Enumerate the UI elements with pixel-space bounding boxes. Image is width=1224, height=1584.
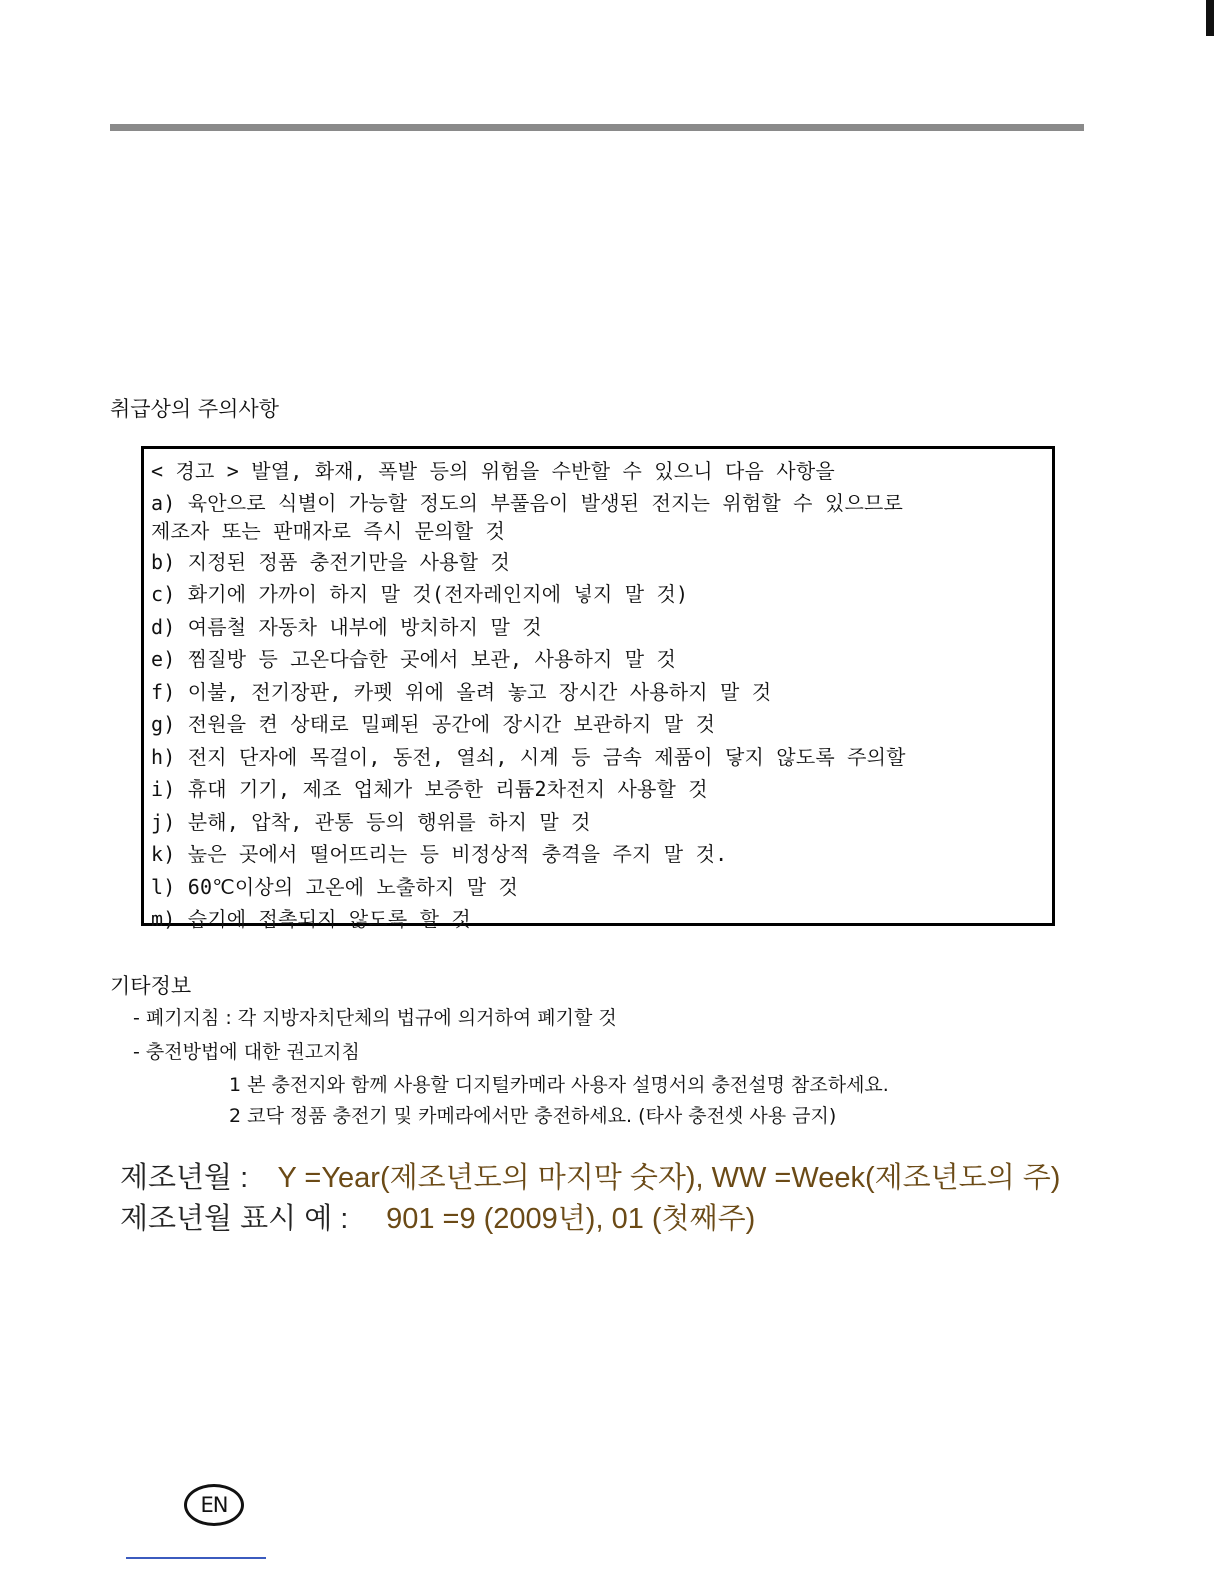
warning-item-l: l) 60℃이상의 고온에 노출하지 말 것 [151, 874, 519, 899]
warning-item-h: h) 전지 단자에 목걸이, 동전, 열쇠, 시계 등 금속 제품이 닿지 않도록 주의할 [151, 744, 906, 769]
warning-item-k: k) 높은 곳에서 떨어뜨리는 등 비정상적 충격을 주지 말 것. [151, 842, 728, 866]
page-edge-marker [1206, 0, 1214, 36]
disposal-guideline: - 폐기지침 : 각 지방자치단체의 법규에 의거하여 폐기할 것 [133, 1007, 617, 1029]
warning-box [141, 446, 1055, 931]
warning-item-g: g) 전원을 켠 상태로 밀폐된 공간에 장시간 보관하지 말 것 [151, 712, 716, 736]
warning-item-f: f) 이불, 전기장판, 카펫 위에 올려 놓고 장시간 사용하지 말 것 [151, 679, 772, 704]
manufacture-date-example-label: 제조년월 표시 예 : [120, 1203, 349, 1235]
charging-guideline-2: 2 코닥 정품 충전기 및 카메라에서만 충전하세요. (타사 충전셋 사용 금지) [229, 1105, 837, 1127]
warning-item-a-continued: 제조자 또는 판매자로 즉시 문의할 것 [151, 518, 506, 543]
warning-heading: < 경고 > 발열, 화재, 폭발 등의 위험을 수반할 수 있으니 다음 사항을 [151, 459, 835, 483]
language-badge: EN [184, 1484, 244, 1526]
manufacture-date-format: Y =Year(제조년도의 마지막 숫자), WW =Week(제조년도의 주) [277, 1162, 1061, 1194]
manufacture-date-example-value: 901 =9 (2009년), 01 (첫째주) [386, 1203, 756, 1235]
manufacture-date-definition [120, 1155, 1060, 1196]
header-rule [110, 124, 1084, 131]
warning-item-a: a) 육안으로 식별이 가능할 정도의 부풀음이 발생된 전지는 위험할 수 있으므로 [151, 490, 904, 515]
footer-rule [126, 1557, 266, 1559]
manufacture-date-label: 제조년월 : [120, 1162, 249, 1194]
warning-item-i: i) 휴대 기기, 제조 업체가 보증한 리튬2차전지 사용할 것 [151, 777, 708, 801]
warning-item-e: e) 찜질방 등 고온다습한 곳에서 보관, 사용하지 말 것 [151, 647, 677, 671]
manufacture-date-example [120, 1196, 755, 1237]
charging-guideline-1: 1 본 충전지와 함께 사용할 디지털카메라 사용자 설명서의 충전설명 참조하세요. [229, 1074, 889, 1096]
warning-item-c: c) 화기에 가까이 하지 말 것(전자레인지에 넣지 말 것) [151, 582, 689, 606]
warning-item-j: j) 분해, 압착, 관통 등의 행위를 하지 말 것 [151, 809, 591, 834]
charging-guideline-heading: - 충전방법에 대한 권고지침 [133, 1041, 360, 1063]
section-title-other-info: 기타정보 [110, 974, 192, 998]
warning-item-d: d) 여름철 자동차 내부에 방치하지 말 것 [151, 614, 542, 639]
section-title-handling-precautions: 취급상의 주의사항 [110, 397, 279, 421]
warning-item-m: m) 습기에 접촉되지 않도록 할 것 [151, 907, 471, 931]
warning-item-b: b) 지정된 정품 충전기만을 사용할 것 [151, 549, 510, 574]
